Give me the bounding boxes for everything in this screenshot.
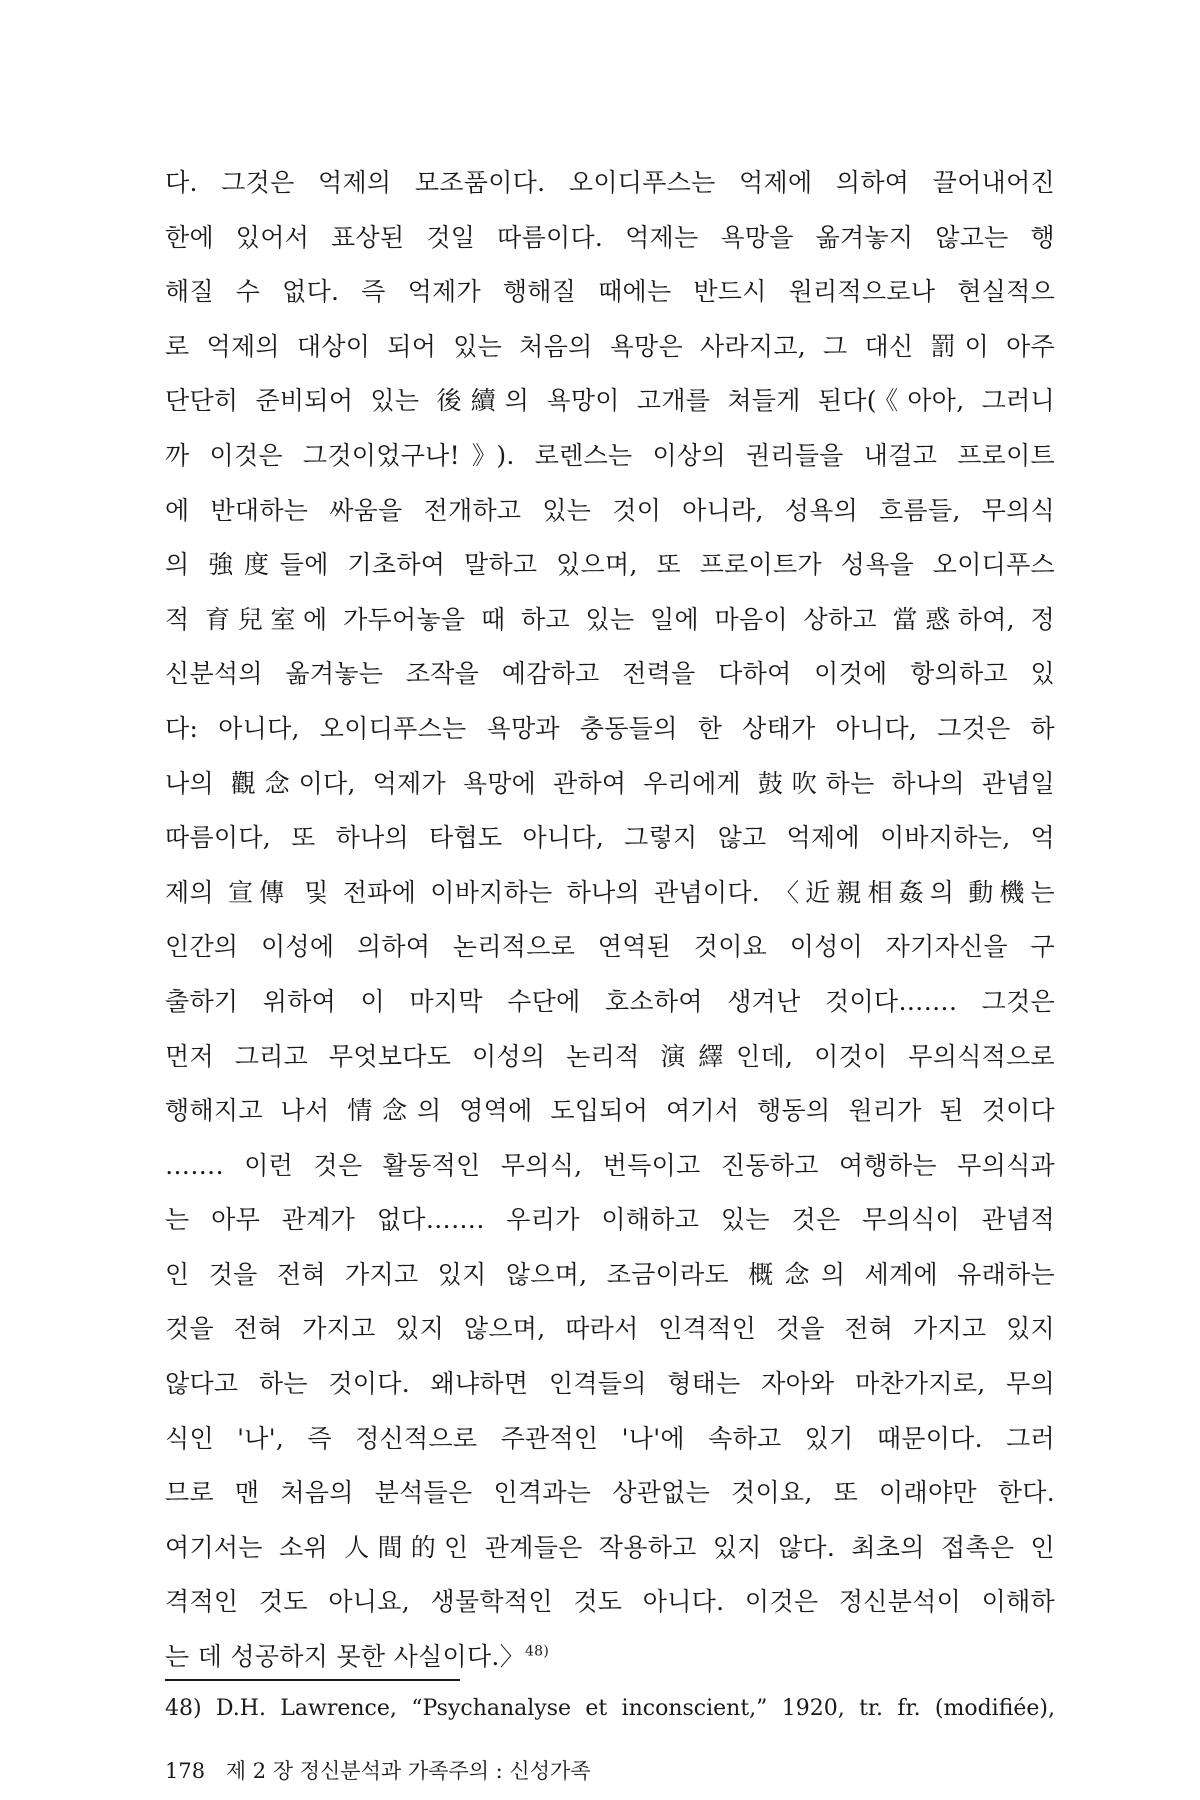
body-line: 에 반대하는 싸움을 전개하고 있는 것이 아니라, 성욕의 흐름들, 무의식 [165,495,1055,525]
body-line: 인 것을 전혀 가지고 있지 않으며, 조금이라도 概念의 세계에 유래하는 [165,1259,1055,1289]
body-line: 출하기 위하여 이 마지막 수단에 호소하여 생겨난 것이다……. 그것은 [165,986,1055,1016]
body-line: 적 育兒室에 가두어놓을 때 하고 있는 일에 마음이 상하고 當惑하여, 정 [165,604,1055,634]
body-line: 않다고 하는 것이다. 왜냐하면 인격들의 형태는 자아와 마찬가지로, 무의 [165,1369,1055,1399]
footnote-48: 48) D.H. Lawrence, “Psychanalyse et inconscient,” 1920, tr. fr. (modifiée), [165,1696,1055,1721]
body-line: 먼저 그리고 무엇보다도 이성의 논리적 演繹인데, 이것이 무의식적으로 [165,1041,1055,1071]
body-line: 여기서는 소위 人間的인 관계들은 작용하고 있지 않다. 최초의 접촉은 인 [165,1532,1055,1562]
body-line: 것을 전혀 가지고 있지 않으며, 따라서 인격적인 것을 전혀 가지고 있지 [165,1314,1055,1344]
body-line: 인간의 이성에 의하여 논리적으로 연역된 것이요 이성이 자기자신을 구 [165,932,1055,962]
body-line: 므로 맨 처음의 분석들은 인격과는 상관없는 것이요, 또 이래야만 한다. [165,1478,1055,1508]
body-line: 한에 있어서 표상된 것일 따름이다. 억제는 욕망을 옮겨놓지 않고는 행 [165,222,1055,252]
body-line: 로 억제의 대상이 되어 있는 처음의 욕망은 사라지고, 그 대신 罰이 아주 [165,331,1055,361]
running-footer [165,1756,591,1786]
body-line: ……. 이런 것은 활동적인 무의식, 번득이고 진동하고 여행하는 무의식과 [165,1150,1055,1180]
body-line: 다. 그것은 억제의 모조품이다. 오이디푸스는 억제에 의하여 끌어내어진 [165,168,1055,197]
body-line: 식인 '나', 즉 정신적으로 주관적인 '나'에 속하고 있기 때문이다. 그러 [165,1423,1055,1453]
body-line: 제의 宣傳 및 전파에 이바지하는 하나의 관념이다. 〈近親相姦의 動機는 [165,877,1055,907]
body-line: 단단히 준비되어 있는 後續의 욕망이 고개를 쳐들게 된다(《아아, 그러니 [165,386,1055,416]
chapter-title: 제 2 장 정신분석과 가족주의 : 신성가족 [225,1759,591,1783]
body-text [165,156,1055,1685]
body-line: 행해지고 나서 情念의 영역에 도입되어 여기서 행동의 원리가 된 것이다 [165,1096,1055,1126]
body-line: 신분석의 옮겨놓는 조작을 예감하고 전력을 다하여 이것에 항의하고 있 [165,659,1055,689]
body-line: 나의 觀念이다, 억제가 욕망에 관하여 우리에게 鼓吹하는 하나의 관념일 [165,768,1055,798]
body-line: 해질 수 없다. 즉 억제가 행해질 때에는 반드시 원리적으로나 현실적으 [165,277,1055,307]
body-line: 는 데 성공하지 못한 사실이다.〉$^{48)}$ [165,1642,550,1672]
body-line: 따름이다, 또 하나의 타협도 아니다, 그렇지 않고 억제에 이바지하는, 억 [165,823,1055,853]
footnote-reference: 48) [524,1643,550,1660]
footnote-divider [165,1679,460,1681]
body-line: 는 아무 관계가 없다……. 우리가 이해하고 있는 것은 무의식이 관념적 [165,1205,1055,1235]
body-line: 의 強度들에 기초하여 말하고 있으며, 또 프로이트가 성욕을 오이디푸스 [165,550,1055,580]
body-line: 격적인 것도 아니요, 생물학적인 것도 아니다. 이것은 정신분석이 이해하 [165,1587,1055,1617]
page-number: 178 [165,1759,206,1783]
body-line: 까 이것은 그것이었구나!》). 로렌스는 이상의 권리들을 내걸고 프로이트 [165,440,1055,470]
body-line: 다: 아니다, 오이디푸스는 욕망과 충동들의 한 상태가 아니다, 그것은 하 [165,713,1055,743]
